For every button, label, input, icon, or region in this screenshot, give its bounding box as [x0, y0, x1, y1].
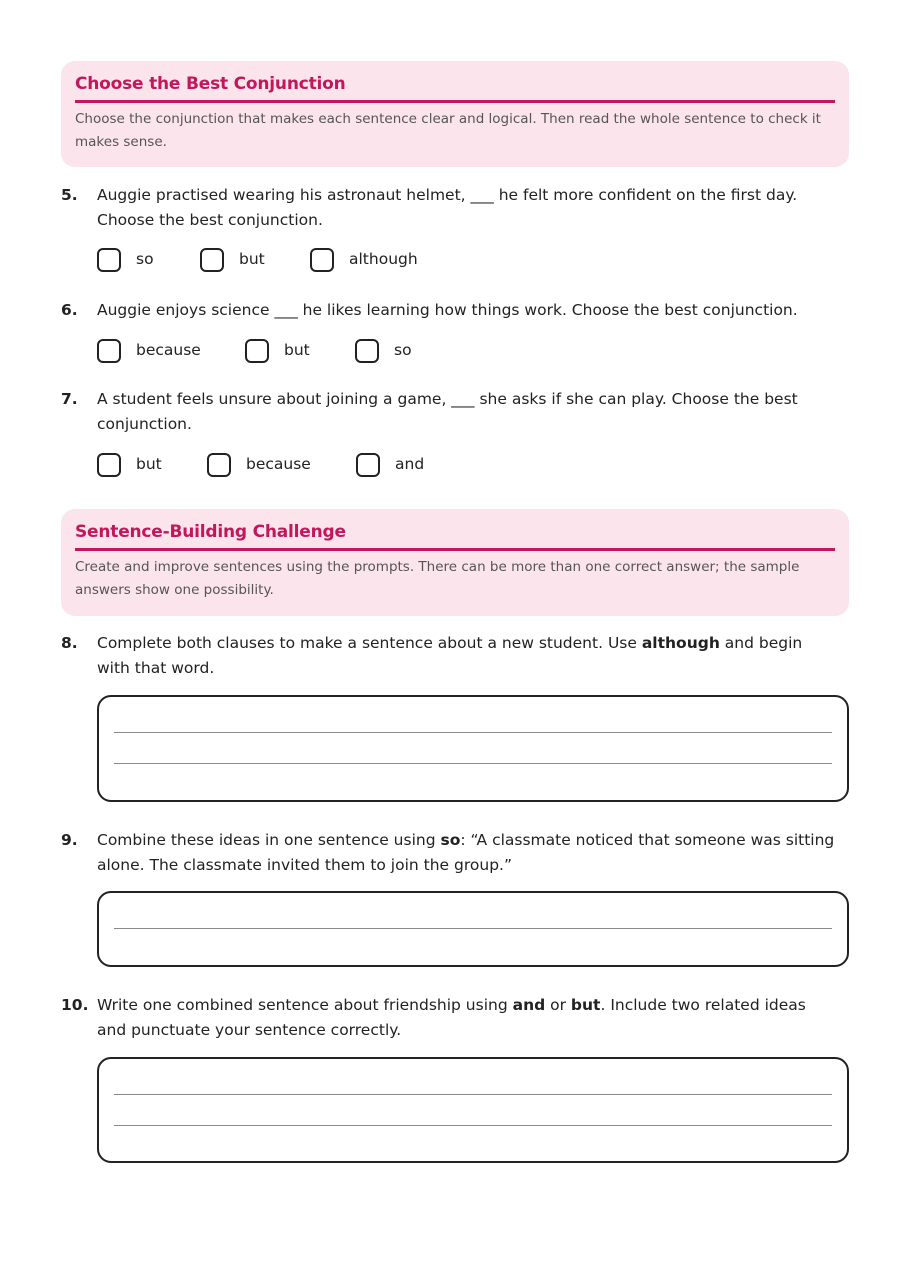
question-number: 10. — [61, 996, 89, 1014]
question-9 — [61, 828, 851, 878]
question-text-line: A student feels unsure about joining a game, ___ she asks if she can play. Choose the best — [97, 390, 798, 408]
question-text-line: Choose the best conjunction. — [97, 211, 323, 229]
question-number: 9. — [61, 831, 78, 849]
checkbox[interactable] — [207, 453, 231, 477]
answer-box-q10[interactable] — [97, 1057, 849, 1163]
option-label: but — [239, 250, 265, 268]
writing-line — [114, 732, 832, 733]
checkbox[interactable] — [310, 248, 334, 272]
question-text: Combine these ideas in one sentence using so: “A classmate noticed that someone was sitting alone. The classmate invited them to join the group.” — [97, 831, 835, 874]
question-10 — [61, 993, 851, 1043]
question-text: Complete both clauses to make a sentence about a new student. Use although and begin with that word. — [97, 634, 803, 677]
option-label: because — [246, 455, 311, 473]
checkbox[interactable] — [355, 339, 379, 363]
answer-box-q9[interactable] — [97, 891, 849, 967]
checkbox[interactable] — [245, 339, 269, 363]
question-8 — [61, 631, 851, 681]
question-text-line: Auggie practised wearing his astronaut helmet, ___ he felt more confident on the first day. — [97, 186, 798, 204]
question-6 — [61, 298, 851, 323]
section-title: Sentence-Building Challenge — [75, 522, 835, 551]
question-text-line: Auggie enjoys science ___ he likes learning how things work. Choose the best conjunction. — [97, 301, 798, 319]
checkbox[interactable] — [200, 248, 224, 272]
instructions-panel-sentence-building — [61, 509, 849, 616]
writing-line — [114, 928, 832, 929]
writing-line — [114, 1094, 832, 1095]
option-label: but — [284, 341, 310, 359]
question-number: 8. — [61, 634, 78, 652]
question-number: 6. — [61, 301, 78, 319]
option-label: so — [394, 341, 412, 359]
section-description: Create and improve sentences using the prompts. There can be more than one correct answer; the sample answers show one possibility. — [75, 559, 800, 598]
answer-box-q8[interactable] — [97, 695, 849, 802]
checkbox[interactable] — [356, 453, 380, 477]
writing-line — [114, 1125, 832, 1126]
question-text-line: conjunction. — [97, 415, 192, 433]
instructions-panel-conjunction — [61, 61, 849, 167]
section-description: Choose the conjunction that makes each sentence clear and logical. Then read the whole sentence to check it makes sense. — [75, 111, 821, 150]
question-number: 5. — [61, 186, 78, 204]
checkbox[interactable] — [97, 453, 121, 477]
option-label: and — [395, 455, 425, 473]
option-label: although — [349, 250, 418, 268]
question-7 — [61, 387, 851, 437]
writing-line — [114, 763, 832, 764]
question-5 — [61, 183, 851, 233]
checkbox[interactable] — [97, 248, 121, 272]
checkbox[interactable] — [97, 339, 121, 363]
question-number: 7. — [61, 390, 78, 408]
option-label: but — [136, 455, 162, 473]
section-title: Choose the Best Conjunction — [75, 74, 835, 103]
question-text: Write one combined sentence about friendship using and or but. Include two related ideas and punctuate your sentence correctly. — [97, 996, 806, 1039]
option-label: because — [136, 341, 201, 359]
option-label: so — [136, 250, 154, 268]
